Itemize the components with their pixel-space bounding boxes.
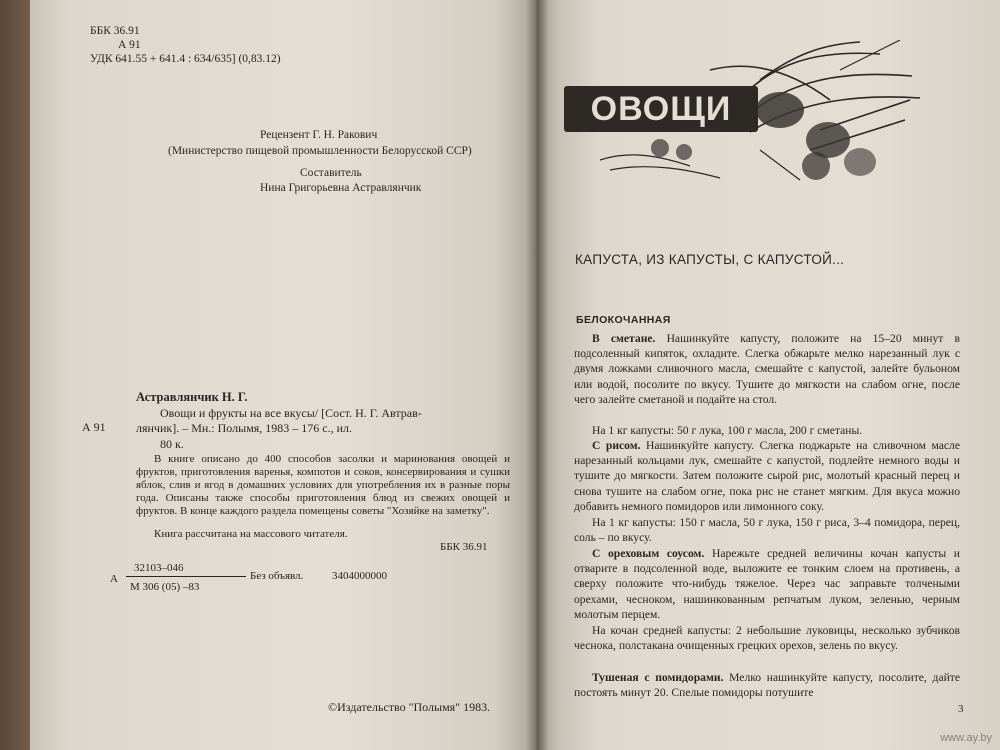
compiler-name: Нина Григорьевна Астравлянчик <box>260 182 422 194</box>
recipe4-text: Мелко нашинкуйте капусту, посолите, дайте постоять минут 20. Спелые помидоры потушите <box>574 671 961 700</box>
recipe-paragraph-3 <box>574 546 960 622</box>
annotation: В книге описано до 400 способов засолки и маринования овощей и фруктов, приготовления варенья, компотов и соков, консервирования и сушки яблок, слив и ягод в домашних условиях для употребления их в разные поры года. Описаны также способы приготовления блюд из свежих овощей и фруктов. В конце каждого раздела помещены советы "Хозяйке на заметку". <box>136 453 510 517</box>
reviewer-org: (Министерство пищевой промышленности Белорусской ССР) <box>168 145 472 157</box>
author: Астравлянчик Н. Г. <box>136 390 248 404</box>
book-spine-shadow <box>526 0 548 750</box>
recipe1-name: В сметане. <box>592 332 656 345</box>
code-number: 3404000000 <box>332 570 387 582</box>
section-title: БЕЛОКОЧАННАЯ <box>576 314 671 326</box>
code-prefix: А <box>110 573 118 585</box>
audience-note: Книга рассчитана на массового читателя. <box>154 528 348 540</box>
recipe4-name: Тушеная с помидорами. <box>592 671 724 684</box>
code-denominator: М 306 (05) –83 <box>130 581 200 593</box>
left-page <box>30 0 536 750</box>
bbk-code: ББК 36.91 <box>90 25 140 37</box>
copyright: ©Издательство "Полымя" 1983. <box>328 700 491 714</box>
catalog-index: А 91 <box>82 420 106 434</box>
code-note: Без объявл. <box>250 570 304 582</box>
book-title-line1: Овощи и фрукты на все вкусы/ [Сост. Н. Г. Автрав- <box>160 406 422 420</box>
reviewer: Рецензент Г. Н. Ракович <box>260 129 378 141</box>
recipe-paragraph-1 <box>574 331 960 407</box>
recipe3-amount: На кочан средней капусты: 2 небольшие луковицы, несколько зубчиков чеснока, полстакана очищенных грецких орехов, зелень по вкусу. <box>574 624 960 653</box>
section-banner: ОВОЩИ <box>564 86 758 132</box>
bbk-bottom: ББК 36.91 <box>440 541 488 553</box>
watermark: www.ay.by <box>940 732 992 744</box>
chapter-title: КАПУСТА, ИЗ КАПУСТЫ, С КАПУСТОЙ... <box>575 252 845 267</box>
udk-code: УДК 641.55 + 641.4 : 634/635] (0,83.12) <box>90 53 281 65</box>
recipe-paragraph-4 <box>574 670 960 700</box>
page-number: 3 <box>958 703 964 715</box>
index-code: А 91 <box>118 39 141 51</box>
recipe3-text: Нарежьте средней величины кочан капусты и отварите в подсоленной воде, выложите ее тонким слоем на противень, а сверху положите что-нибудь тяжелое. Через час заправьте толчеными орехами, чесноком, нашинкованным репчатым луком, зеленью, черным молотым перцем. <box>574 547 960 621</box>
price: 80 к. <box>160 437 184 451</box>
recipe1-amount: На 1 кг капусты: 50 г лука, 100 г масла, 200 г сметаны. <box>592 424 863 437</box>
recipe2-name: С рисом. <box>592 439 641 452</box>
recipe-paragraph-2 <box>574 438 960 514</box>
recipe2-text: Нашинкуйте капусту. Слегка поджарьте на сливочном масле нарезанный кольцами лук, смешайте с капустой, подлейте немного воды и тушите до мягкости. Затем положите сырой рис, молотый красный перец и снова тушите на слабом огне, пока рис не станет мягким. Для вкуса можно добавить немного помидоров или лимонного соку. <box>574 439 960 513</box>
recipe1-text: Нашинкуйте капусту, положите на 15–20 минут в подсоленный кипяток, охладите. Слегка обжарьте мелко нарезанный лук с двумя ложками сливочного масла, смешайте с капустой, залейте бульоном или водой, посолите по вкусу. Тушите до мягкости на слабом огне, после чего залейте сметаной и подайте на стол. <box>574 332 960 406</box>
book-title-line2: лянчик]. – Мн.: Полымя, 1983 – 176 с., ил. <box>136 421 353 435</box>
code-numerator: 32103–046 <box>134 562 184 574</box>
recipe2-amount: На 1 кг капусты: 150 г масла, 50 г лука, 150 г риса, 3–4 помидора, перец, соль – по вкусу. <box>574 516 960 545</box>
recipe3-name: С ореховым соусом. <box>592 547 705 560</box>
compiler-label: Составитель <box>300 167 362 179</box>
code-fraction-line <box>126 576 246 577</box>
